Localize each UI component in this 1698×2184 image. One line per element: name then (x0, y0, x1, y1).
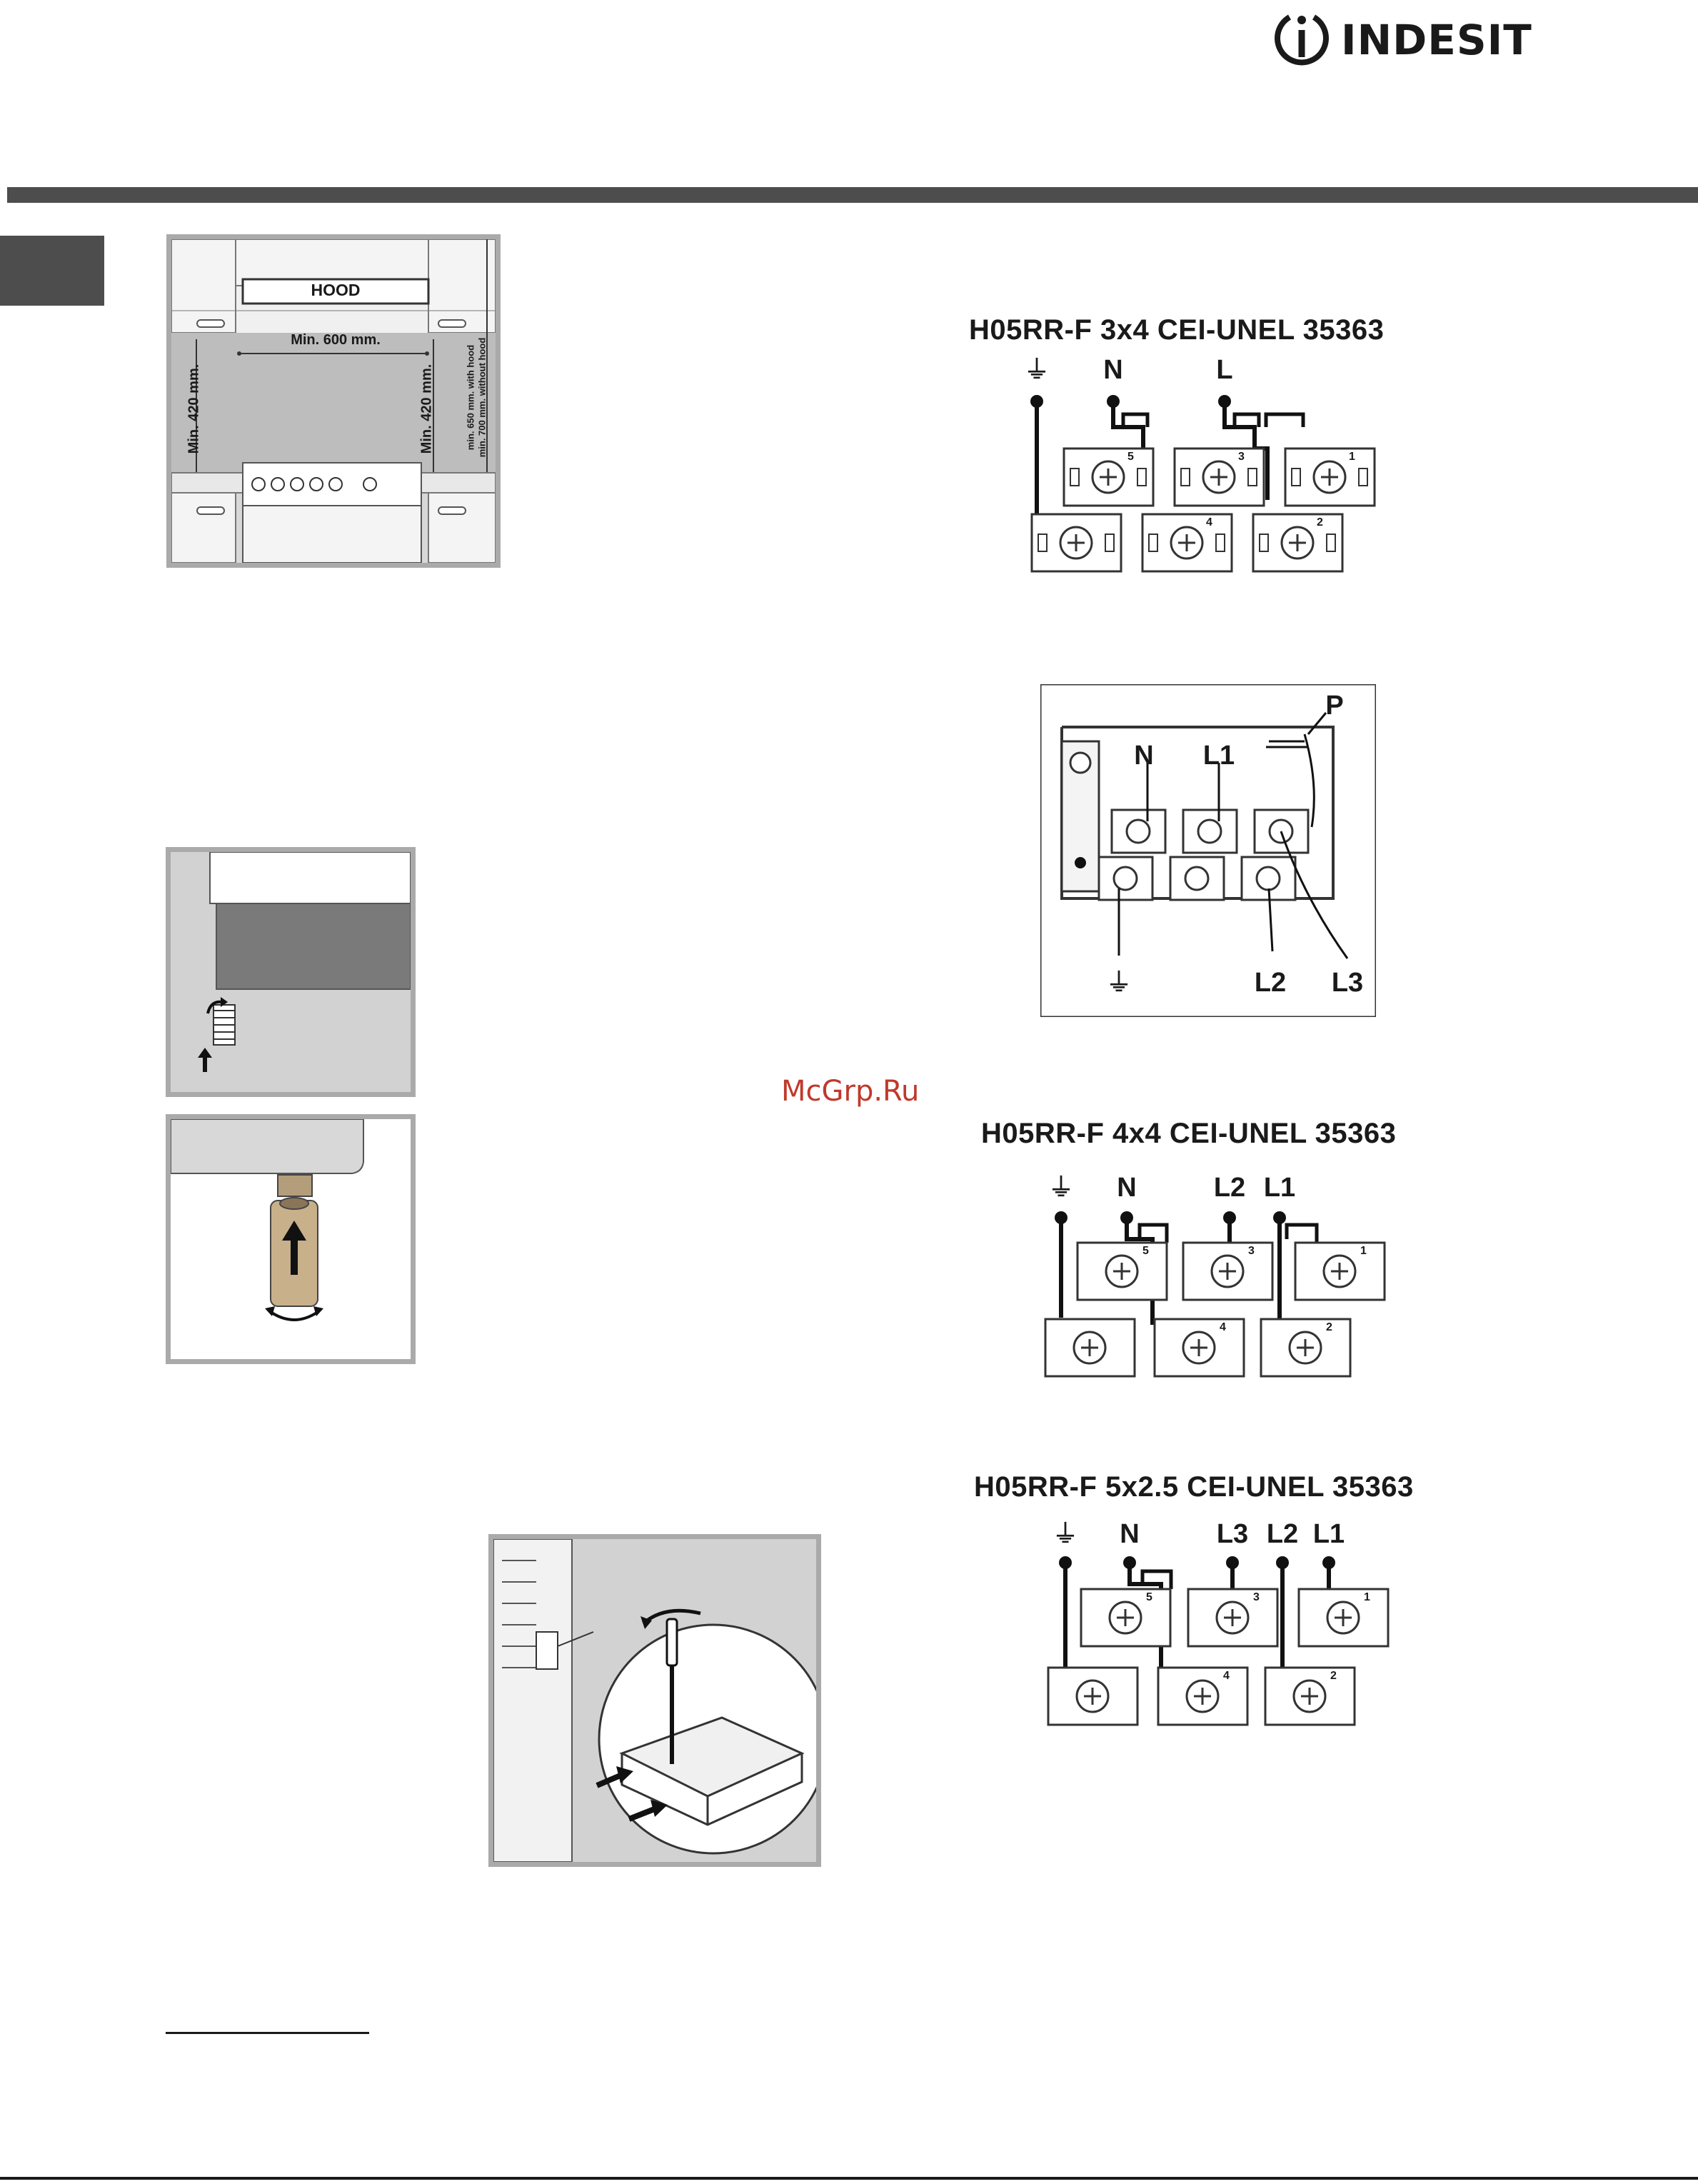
header-bar (7, 187, 1698, 203)
hood-clearance-figure (166, 234, 501, 568)
terminal-number-4: 4 (1223, 1670, 1230, 1682)
terminal-number-3: 3 (1253, 1591, 1260, 1603)
earth-label: ⏚ (1052, 1519, 1079, 1548)
wiring-diagram-3x4 (969, 307, 1440, 578)
language-tab (0, 236, 104, 306)
terminal-l2-label: L2 (1254, 968, 1287, 998)
l3-label: L3 (1216, 1519, 1249, 1549)
terminal-number-5: 5 (1127, 451, 1134, 463)
earth-label: ⏚ (1048, 1173, 1075, 1202)
neutral-label: N (1120, 1519, 1140, 1549)
l2-label: L2 (1266, 1519, 1299, 1549)
no-hood-distance-note: min. 700 mm. without hood (476, 337, 488, 458)
line-label: L (1216, 355, 1233, 385)
terminal-p-label: P (1325, 691, 1344, 721)
terminal-number-4: 4 (1206, 516, 1212, 529)
wiring-diagram-5x2-5 (974, 1464, 1474, 1750)
neutral-label: N (1117, 1173, 1137, 1203)
terminal-number-2: 2 (1330, 1670, 1337, 1682)
hood-distance-note: min. 650 mm. with hood (465, 344, 476, 451)
terminal-l1-label: L1 (1202, 741, 1235, 771)
footnote-separator (166, 2032, 369, 2034)
l2-label: L2 (1213, 1173, 1246, 1203)
terminal-board-diagram (1040, 684, 1376, 1017)
terminal-n-label: N (1134, 741, 1154, 771)
brand-name: INDESIT (1341, 16, 1532, 64)
terminal-number-2: 2 (1326, 1321, 1332, 1333)
terminal-earth-label: ⏚ (1105, 968, 1132, 997)
terminal-number-1: 1 (1349, 451, 1355, 463)
neutral-label: N (1103, 355, 1123, 385)
terminal-number-2: 2 (1317, 516, 1323, 529)
footer-rule (0, 2177, 1698, 2180)
left-height-label: Min. 420 mm. (186, 364, 202, 454)
terminal-number-4: 4 (1220, 1321, 1226, 1333)
cable-spec-4x4: H05RR-F 4x4 CEI-UNEL 35363 (981, 1118, 1397, 1149)
right-height-label: Min. 420 mm. (418, 364, 435, 454)
watermark-text: McGrp.Ru (781, 1075, 920, 1108)
terminal-number-5: 5 (1146, 1591, 1152, 1603)
cable-spec-3x4: H05RR-F 3x4 CEI-UNEL 35363 (969, 314, 1385, 346)
l1-label: L1 (1263, 1173, 1296, 1203)
terminal-number-1: 1 (1360, 1245, 1367, 1257)
wiring-diagram-4x4 (981, 1111, 1467, 1396)
earth-label: ⏚ (1023, 355, 1050, 384)
cable-spec-5x2-5: H05RR-F 5x2.5 CEI-UNEL 35363 (974, 1471, 1414, 1503)
l1-label: L1 (1312, 1519, 1345, 1549)
terminal-box-figure (488, 1534, 821, 1867)
foot-adjust-figure (166, 1114, 416, 1364)
terminal-number-3: 3 (1238, 451, 1245, 463)
brand-logo (1262, 7, 1548, 68)
power-symbol-logo-icon (1262, 7, 1341, 68)
terminal-l3-label: L3 (1331, 968, 1364, 998)
terminal-number-5: 5 (1142, 1245, 1149, 1257)
hood-label: HOOD (311, 281, 361, 299)
terminal-number-3: 3 (1248, 1245, 1255, 1257)
leveling-foot-figure (166, 847, 416, 1097)
terminal-number-1: 1 (1364, 1591, 1370, 1603)
min-width-label: Min. 600 mm. (291, 332, 381, 348)
